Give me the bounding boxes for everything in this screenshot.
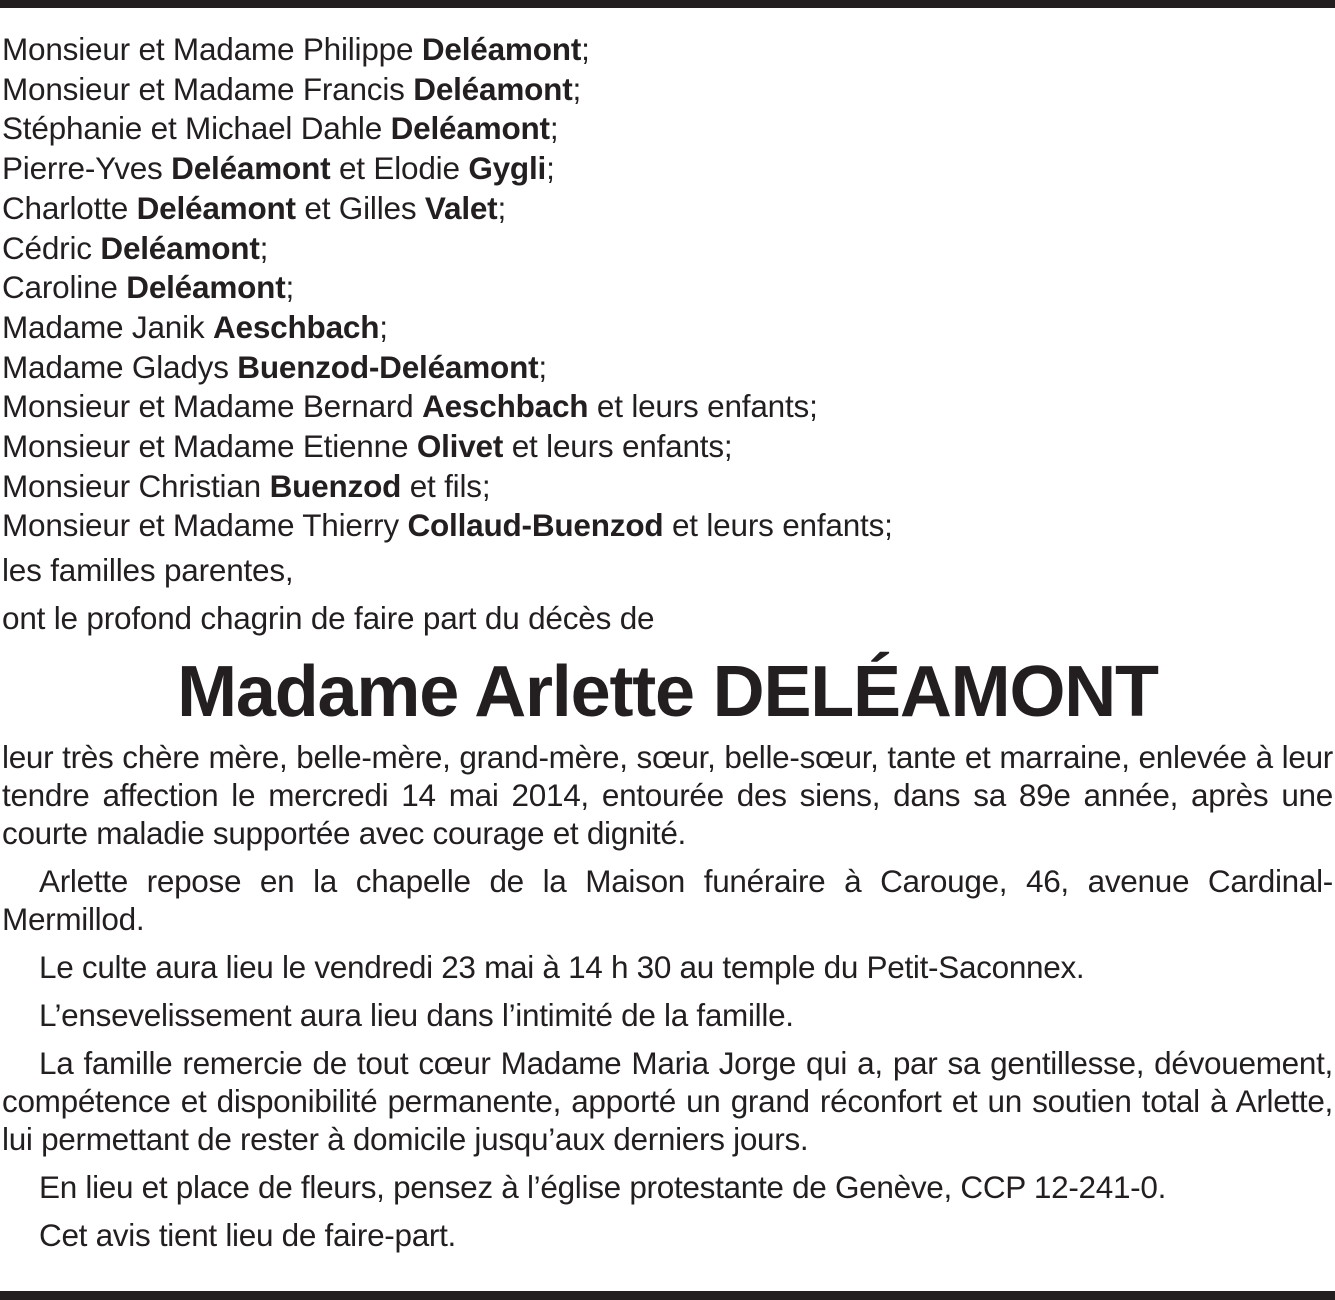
surname: Olivet: [416, 428, 504, 465]
surname: Deléamont: [126, 269, 286, 306]
family-line: Monsieur et Madame Philippe Deléamont;: [2, 31, 590, 67]
notice-paragraph: Cet avis tient lieu de faire-part.: [39, 1217, 457, 1254]
family-line: Monsieur et Madame Thierry Collaud-Buenzod et leurs enfants;: [2, 507, 893, 544]
surname: Deléamont: [421, 31, 582, 67]
surname: Deléamont: [171, 150, 331, 187]
surname: Gygli: [468, 150, 547, 187]
bottom-border-rule: [0, 1291, 1335, 1300]
family-line: Stéphanie et Michael Dahle Deléamont;: [2, 110, 559, 147]
surname: Collaud-Buenzod: [407, 507, 664, 544]
surname: Deléamont: [390, 110, 550, 147]
family-line: Monsieur et Madame Etienne Olivet et leurs enfants;: [2, 428, 733, 465]
surname: Aeschbach: [213, 308, 380, 345]
top-border-rule: [0, 0, 1335, 8]
family-members-list: [2, 30, 1333, 546]
thanks-paragraph: La famille remercie de tout cœur Madame Maria Jorge qui a, par sa gentillesse, dévouement, compétence et disponibilité permanente, apporté un grand réconfort et un soutien total à Arlette, lui permettant de rester à domicile jusqu’aux derniers jours.: [2, 1045, 1333, 1158]
surname: Deléamont: [100, 229, 260, 266]
burial-paragraph: L’ensevelissement aura lieu dans l’intimité de la famille.: [39, 997, 794, 1034]
service-paragraph: Le culte aura lieu le vendredi 23 mai à 14 h 30 au temple du Petit-Saconnex.: [39, 949, 1085, 986]
obituary-notice: [2, 30, 1333, 1254]
family-line: Caroline Deléamont;: [2, 269, 295, 306]
family-line: Monsieur Christian Buenzod et fils;: [2, 467, 491, 504]
surname: Deléamont: [136, 189, 296, 226]
surname: Buenzod: [269, 467, 402, 504]
surname: Buenzod-Deléamont: [237, 348, 539, 385]
deceased-name: Madame Arlette DELÉAMONT: [177, 652, 1158, 733]
relation-paragraph: leur très chère mère, belle-mère, grand-mère, sœur, belle-sœur, tante et marraine, enlevée à leur tendre affection le mercredi 14 mai 2014, entourée des siens, dans sa 89e année, après une courte maladie supportée avec courage et dignité.: [2, 739, 1333, 852]
rest-location-paragraph: Arlette repose en la chapelle de la Maison funéraire à Carouge, 46, avenue Cardinal-Mermillod.: [2, 863, 1333, 938]
flowers-paragraph: En lieu et place de fleurs, pensez à l’église protestante de Genève, CCP 12-241-0.: [39, 1169, 1167, 1206]
family-line: Charlotte Deléamont et Gilles Valet;: [2, 189, 507, 226]
family-line: Monsieur et Madame Bernard Aeschbach et leurs enfants;: [2, 388, 818, 425]
announcement-line: ont le profond chagrin de faire part du décès de: [2, 600, 655, 637]
surname: Aeschbach: [422, 388, 589, 425]
family-line: Madame Gladys Buenzod-Deléamont;: [2, 348, 547, 385]
surname: Valet: [424, 189, 498, 226]
family-line: Madame Janik Aeschbach;: [2, 308, 388, 345]
family-line: Monsieur et Madame Francis Deléamont;: [2, 70, 582, 107]
parents-line: les familles parentes,: [2, 552, 294, 589]
family-line: Pierre-Yves Deléamont et Elodie Gygli;: [2, 150, 555, 187]
surname: Deléamont: [413, 70, 573, 107]
family-line: Cédric Deléamont;: [2, 229, 269, 266]
